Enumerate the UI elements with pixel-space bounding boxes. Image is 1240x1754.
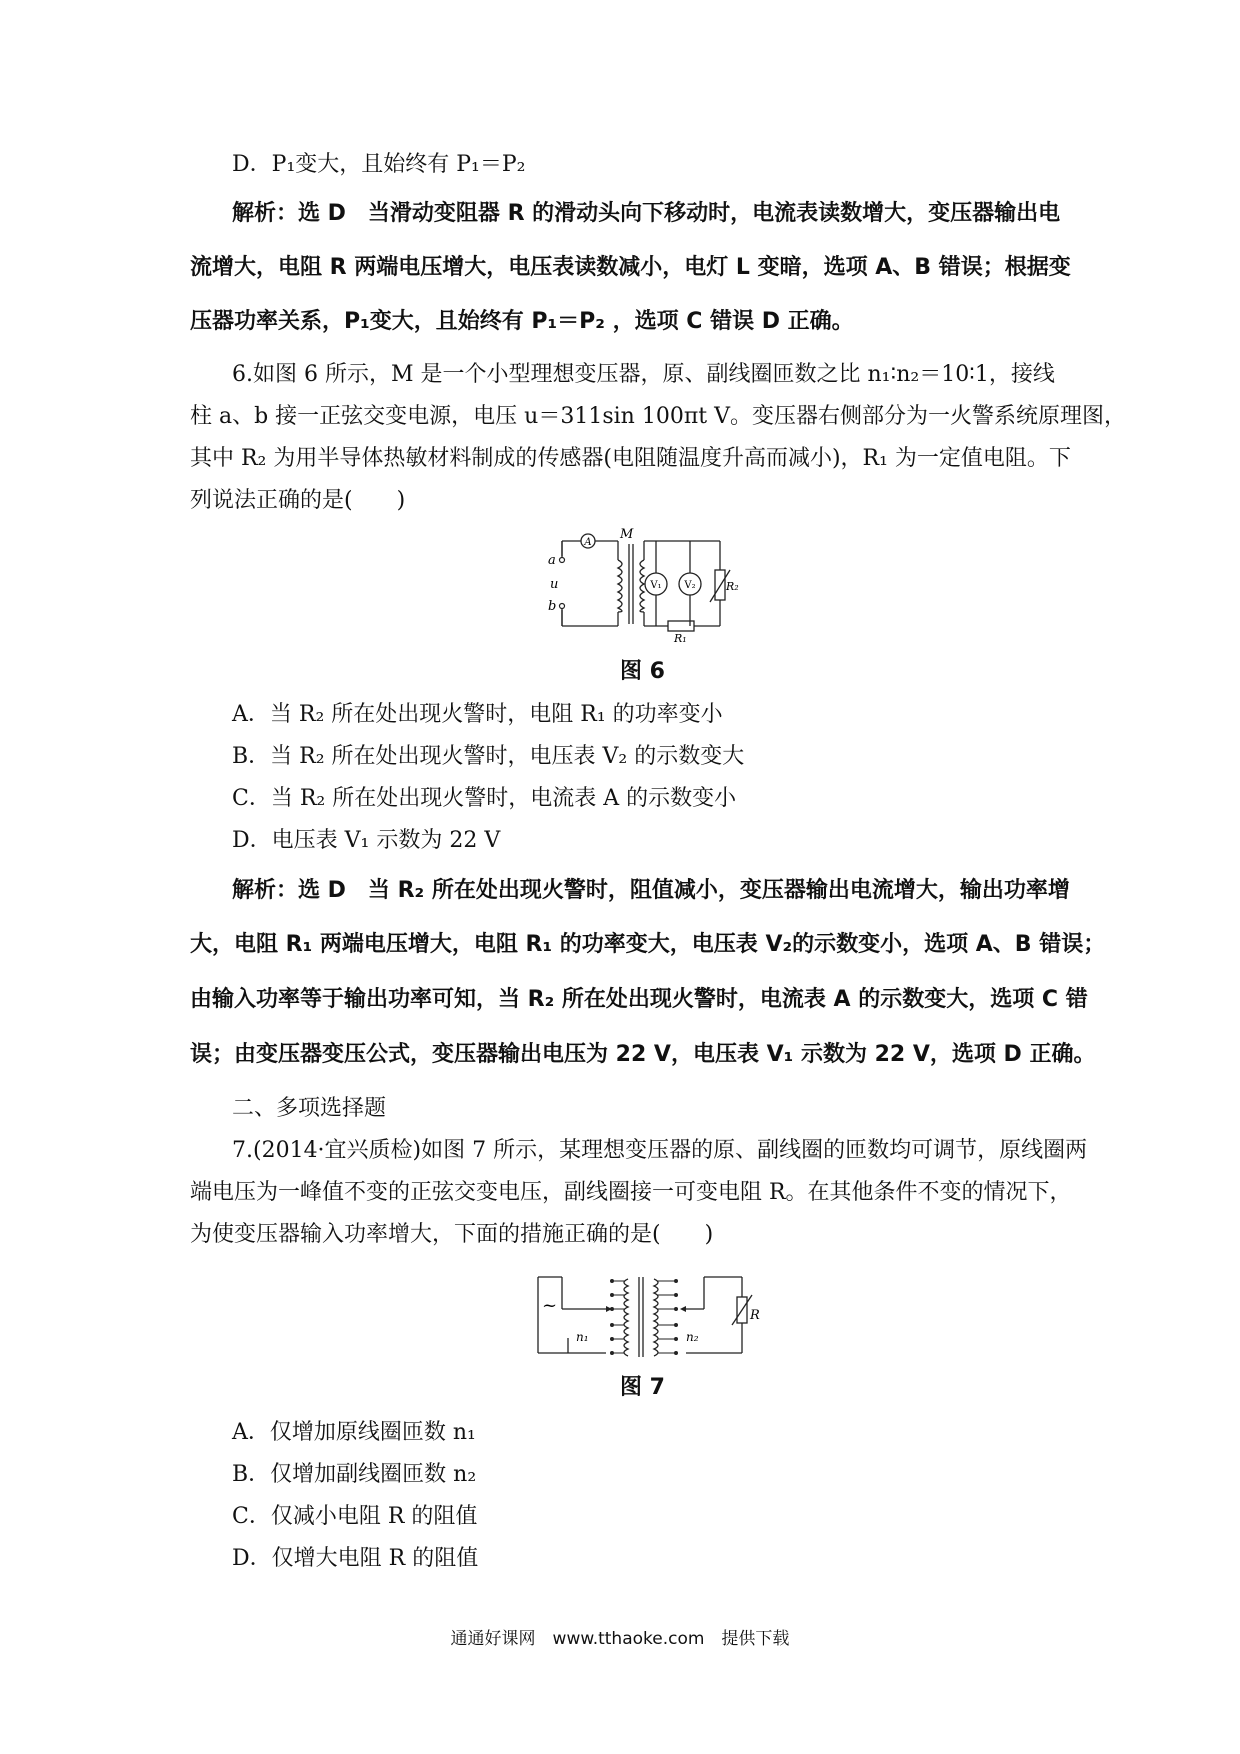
q5-analysis-line-2: 流增大，电阻 R 两端电压增大，电压表读数减小，电灯 L 变暗，选项 A、B 错误；根据变	[190, 255, 1071, 280]
figure-6-caption: 图 6	[620, 659, 665, 684]
label-a: a	[548, 553, 556, 568]
label-R1: R₁	[674, 632, 687, 644]
q6-analysis-line-2: 大，电阻 R₁ 两端电压增大，电阻 R₁ 的功率变大，电压表 V₂的示数变小，选项 A、B 错误；	[190, 932, 1106, 957]
q6-option-b: B．当 R₂ 所在处出现火警时，电压表 V₂ 的示数变大	[232, 744, 745, 769]
q6-stem-line-2: 柱 a、b 接一正弦交变电源，电压 u＝311sin 100πt V。变压器右侧部分为一火警系统原理图，	[190, 404, 1127, 429]
label-R: R	[750, 1308, 760, 1323]
q7-stem-line-1: 7.(2014·宜兴质检)如图 7 所示，某理想变压器的原、副线圈的匝数均可调节，原线圈两	[232, 1138, 1088, 1163]
q6-analysis-line-1: 解析：选 D 当 R₂ 所在处出现火警时，阻值减小，变压器输出电流增大，输出功率增	[232, 878, 1070, 903]
label-ac-source: ~	[542, 1295, 558, 1316]
q5-analysis-line-3: 压器功率关系，P₁变大，且始终有 P₁＝P₂ ，选项 C 错误 D 正确。	[190, 309, 854, 334]
q6-stem-line-3: 其中 R₂ 为用半导体热敏材料制成的传感器(电阻随温度升高而减小)，R₁ 为一定值电阻。下	[190, 446, 1071, 471]
q6-stem-line-4: 列说法正确的是( )	[190, 488, 406, 513]
label-n1: n₁	[576, 1330, 589, 1344]
terminal-a	[560, 558, 565, 563]
q6-stem-line-1: 6.如图 6 所示，M 是一个小型理想变压器，原、副线圈匝数之比 n₁∶n₂＝10∶1，接线	[232, 362, 1055, 387]
figure-7-transformer	[528, 1263, 768, 1359]
q7-option-d: D．仅增大电阻 R 的阻值	[232, 1546, 479, 1571]
q7-stem-line-3: 为使变压器输入功率增大，下面的措施正确的是( )	[190, 1222, 714, 1247]
label-M: M	[620, 527, 634, 542]
label-b: b	[548, 599, 557, 614]
label-A: A	[584, 537, 592, 548]
q5-analysis-line-1: 解析：选 D 当滑动变阻器 R 的滑动头向下移动时，电流表读数增大，变压器输出电	[232, 201, 1061, 226]
label-u: u	[550, 577, 559, 592]
terminal-b	[560, 604, 565, 609]
q7-stem-line-2: 端电压为一峰值不变的正弦交变电压，副线圈接一可变电阻 R。在其他条件不变的情况下，	[190, 1180, 1072, 1205]
figure-6-circuit	[540, 524, 740, 644]
label-n2: n₂	[686, 1330, 699, 1344]
figure-6-svg	[540, 524, 740, 644]
q6-analysis-line-4: 误；由变压器变压公式，变压器输出电压为 22 V，电压表 V₁ 示数为 22 V，选项 D 正确。	[190, 1042, 1096, 1067]
q5-option-d: D．P₁变大，且始终有 P₁＝P₂	[232, 152, 526, 177]
q6-option-a: A．当 R₂ 所在处出现火警时，电阻 R₁ 的功率变小	[232, 702, 723, 727]
section-2-title: 二、多项选择题	[232, 1096, 387, 1121]
q7-option-b: B．仅增加副线圈匝数 n₂	[232, 1462, 477, 1487]
figure-7-svg	[528, 1263, 768, 1359]
figure-7-caption: 图 7	[620, 1375, 665, 1400]
q6-analysis-line-3: 由输入功率等于输出功率可知，当 R₂ 所在处出现火警时，电流表 A 的示数变大，选项 C 错	[190, 987, 1088, 1012]
q7-option-a: A．仅增加原线圈匝数 n₁	[232, 1420, 476, 1445]
page-footer: 通通好课网 www.tthaoke.com 提供下载	[450, 1629, 790, 1649]
label-R2: R₂	[726, 580, 739, 593]
q6-option-d: D．电压表 V₁ 示数为 22 V	[232, 828, 501, 853]
label-V1: V₁	[650, 580, 662, 591]
q6-option-c: C．当 R₂ 所在处出现火警时，电流表 A 的示数变小	[232, 786, 737, 811]
q7-option-c: C．仅减小电阻 R 的阻值	[232, 1504, 478, 1529]
label-V2: V₂	[684, 580, 696, 591]
